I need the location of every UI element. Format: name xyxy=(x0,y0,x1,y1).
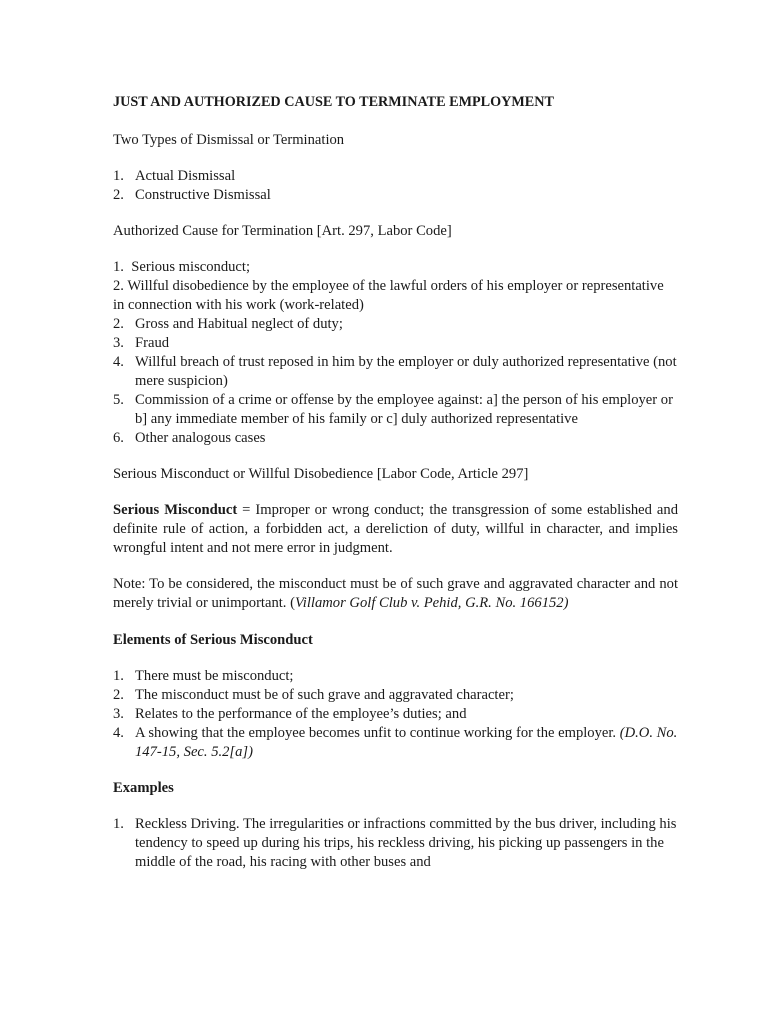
list-item-number: 3. xyxy=(113,706,124,722)
list-item xyxy=(113,705,678,724)
list-item-text: Constructive Dismissal xyxy=(135,187,271,203)
list-item-text: There must be misconduct; xyxy=(135,668,294,684)
list-item xyxy=(113,315,678,334)
elements-heading: Elements of Serious Misconduct xyxy=(113,632,313,648)
list-item-number: 4. xyxy=(113,354,124,370)
document-page xyxy=(113,93,678,889)
note-citation: Villamor Golf Club v. Pehid, G.R. No. 166152) xyxy=(294,595,569,611)
list-item xyxy=(113,724,678,762)
list-item-number: 6. xyxy=(113,430,124,446)
list-item xyxy=(113,334,678,353)
authorized-cause-numbered-list xyxy=(113,315,678,448)
list-item-number: 2. xyxy=(113,687,124,703)
list-item-text: The misconduct must be of such grave and aggravated character; xyxy=(135,687,514,703)
dismissal-types-heading: Two Types of Dismissal or Termination xyxy=(113,132,345,148)
list-item-number: 3. xyxy=(113,335,124,351)
authorized-cause-list xyxy=(113,258,678,448)
document-title: JUST AND AUTHORIZED CAUSE TO TERMINATE EMPLOYMENT xyxy=(113,94,554,110)
list-item-text: Gross and Habitual neglect of duty; xyxy=(135,316,343,332)
list-item-text: Actual Dismissal xyxy=(135,168,236,184)
list-item xyxy=(113,667,678,686)
list-item-number: 5. xyxy=(113,392,124,408)
list-item-citation: (D.O. No. 147-15, Sec. 5.2[a]) xyxy=(135,725,678,760)
definition-term: Serious Misconduct xyxy=(113,502,238,518)
list-item-number: 2. xyxy=(113,187,124,203)
list-item xyxy=(113,186,678,205)
dismissal-types-list xyxy=(113,167,678,205)
list-item xyxy=(113,391,678,429)
serious-misconduct-heading: Serious Misconduct or Willful Disobedience [Labor Code, Article 297] xyxy=(113,466,529,482)
list-item-number: 1. xyxy=(113,816,124,832)
list-item xyxy=(113,167,678,186)
list-item xyxy=(113,353,678,391)
list-item-number: 1. xyxy=(113,668,124,684)
list-item-text: Other analogous cases xyxy=(135,430,266,446)
list-item-number: 1. xyxy=(113,168,124,184)
list-item-text: Willful breach of trust reposed in him by the employer or duly authorized representative (not mere suspicion) xyxy=(135,354,677,389)
list-item-text: Relates to the performance of the employee’s duties; and xyxy=(135,706,467,722)
examples-heading: Examples xyxy=(113,780,174,796)
authorized-cause-heading: Authorized Cause for Termination [Art. 297, Labor Code] xyxy=(113,223,452,239)
list-item-text: A showing that the employee becomes unfit to continue working for the employer. xyxy=(135,725,620,741)
list-item: 1. Serious misconduct; xyxy=(113,259,251,275)
definition-text: = Improper or wrong conduct; the transgression of some established and definite rule of action, a forbidden act, a dereliction of duty, willful in character, and implies wrongful intent and not mere error in judgment. xyxy=(113,502,679,556)
serious-misconduct-definition xyxy=(113,501,678,558)
examples-list xyxy=(113,815,678,872)
list-item-number: 2. xyxy=(113,316,124,332)
note-text: Note: To be considered, the misconduct must be of such grave and aggravated character and not merely trivial or unimportant. ( xyxy=(113,576,678,611)
list-item xyxy=(113,429,678,448)
list-item: 2. Willful disobedience by the employee of the lawful orders of his employer or representative in connection with his work (work-related) xyxy=(113,278,664,313)
list-item-text: Commission of a crime or offense by the employee against: a] the person of his employer or b] any immediate member of his family or c] duly authorized representative xyxy=(135,392,673,427)
list-item xyxy=(113,686,678,705)
serious-misconduct-note xyxy=(113,575,678,613)
list-item-text: Reckless Driving. The irregularities or infractions committed by the bus driver, including his tendency to speed up during his trips, his reckless driving, his picking up passengers in the middle of the road, his racing with other buses and xyxy=(135,816,677,870)
list-item-number: 4. xyxy=(113,725,124,741)
list-item-text: Fraud xyxy=(135,335,170,351)
elements-list xyxy=(113,667,678,762)
list-item xyxy=(113,815,678,872)
